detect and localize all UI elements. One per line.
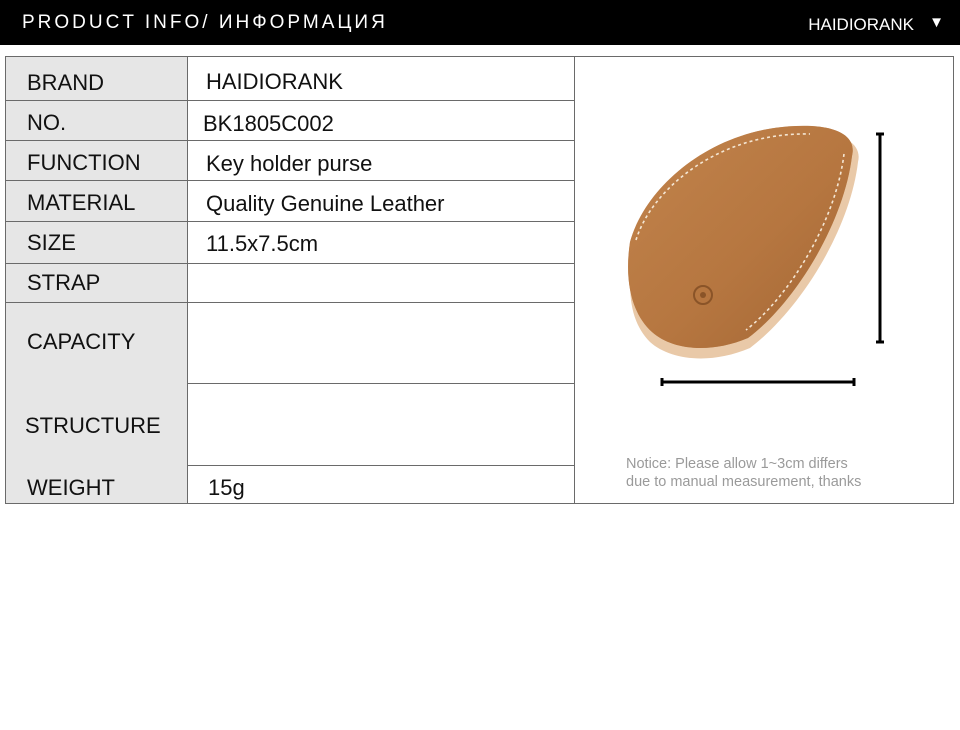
header-brand: HAIDIORANK bbox=[808, 15, 914, 34]
product-photo bbox=[600, 110, 900, 410]
function-value: Key holder purse bbox=[206, 151, 373, 176]
triangle-down-icon[interactable]: ▼ bbox=[929, 14, 944, 31]
size-value: 11.5x7.5cm bbox=[206, 231, 319, 256]
brand-value: HAIDIORANK bbox=[206, 69, 343, 94]
no-value: BK1805C002 bbox=[203, 111, 334, 136]
row-divider bbox=[6, 221, 574, 222]
page-header bbox=[0, 0, 960, 45]
row-divider bbox=[6, 302, 574, 303]
weight-label: WEIGHT bbox=[27, 475, 115, 500]
row-divider bbox=[6, 140, 574, 141]
material-label: MATERIAL bbox=[27, 190, 136, 215]
column-divider bbox=[187, 57, 188, 503]
strap-label: STRAP bbox=[27, 270, 101, 295]
row-divider bbox=[188, 383, 574, 384]
notice-line: Notice: Please allow 1~3cm differs bbox=[626, 456, 848, 472]
notice-line: due to manual measurement, thanks bbox=[626, 474, 862, 490]
size-label: SIZE bbox=[27, 230, 76, 255]
structure-label: STRUCTURE bbox=[25, 413, 161, 438]
row-divider bbox=[6, 180, 574, 181]
weight-value: 15g bbox=[208, 475, 245, 500]
measurement-notice bbox=[626, 455, 861, 491]
row-divider bbox=[6, 263, 574, 264]
brand-label: BRAND bbox=[27, 70, 105, 95]
page-title: PRODUCT INFO/ ИНФОРМАЦИЯ bbox=[22, 12, 388, 33]
function-label: FUNCTION bbox=[27, 150, 141, 175]
no-label: NO. bbox=[27, 110, 67, 135]
row-divider bbox=[6, 100, 574, 101]
capacity-label: CAPACITY bbox=[27, 329, 136, 354]
row-divider bbox=[188, 465, 574, 466]
material-value: Quality Genuine Leather bbox=[206, 191, 445, 216]
column-divider bbox=[574, 57, 575, 503]
